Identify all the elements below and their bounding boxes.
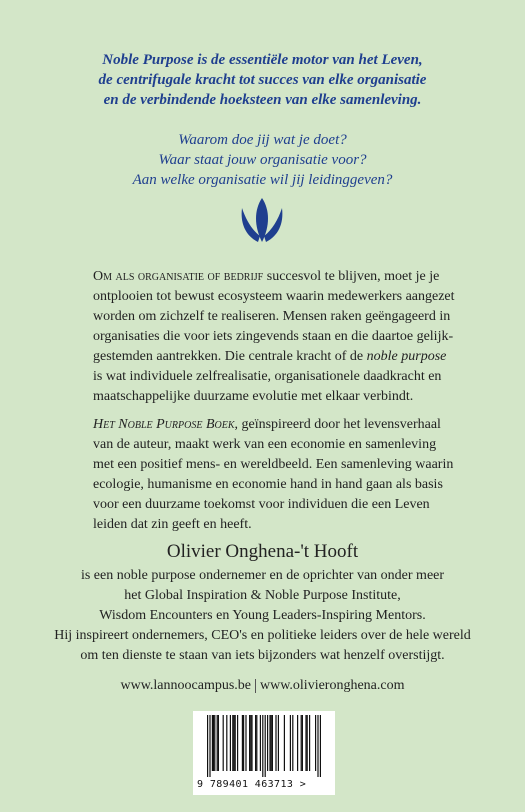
para2-line4: ecologie, humanisme en economie hand in hand gaan als basis <box>93 477 443 492</box>
barcode-bar <box>255 715 256 771</box>
barcode-bar <box>301 715 302 771</box>
barcode-bar <box>256 715 257 771</box>
barcode-bar <box>250 715 251 771</box>
barcode-bar <box>292 715 293 771</box>
para1-line2: ontplooien tot bewust ecosysteem waarin medewerkers aangezet <box>93 289 455 304</box>
author-name: Olivier Onghena-'t Hooft <box>166 541 359 562</box>
publisher-url[interactable]: www.lannoocampus.be <box>120 678 251 693</box>
intro-line: de centrifugale kracht tot succes van elke organisatie <box>98 72 427 88</box>
barcode-bar <box>217 715 218 771</box>
questions-block <box>40 130 485 190</box>
website-links <box>40 677 485 695</box>
para1-line7: maatschappelijke duurzame evolutie met elkaar verbindt. <box>93 389 414 404</box>
isbn-number: 9 789401 463713 > <box>197 779 307 790</box>
intro-line: en de verbindende hoeksteen van elke samenleving. <box>103 92 422 108</box>
barcode-bar <box>209 715 210 777</box>
barcode-bar <box>251 715 252 771</box>
para1-line5-text: gestemden aantrekken. Die centrale kracht of de <box>93 349 364 364</box>
barcode-bar <box>262 715 263 777</box>
tulip-lotus-emblem-icon <box>232 196 292 244</box>
barcode-bar <box>245 715 246 771</box>
para2-line3: met een positief mens- en wereldbeeld. Een samenleving waarin <box>93 457 454 472</box>
barcode-bar <box>297 715 298 771</box>
author-url[interactable]: www.olivieronghena.com <box>260 678 405 693</box>
barcode-bar <box>232 715 233 771</box>
author-bio-line: is een noble purpose ondernemer en de oprichter van onder meer <box>80 568 445 583</box>
author-bio-line: Wisdom Encounters en Young Leaders-Inspiring Mentors. <box>99 608 426 623</box>
barcode-bar <box>233 715 234 771</box>
barcode-bar <box>235 715 236 771</box>
barcode-bar <box>272 715 273 771</box>
barcode-bars <box>207 715 321 777</box>
url-separator <box>255 679 256 693</box>
barcode-bar <box>309 715 310 771</box>
para2-line5: voor een duurzame toekomst voor individuen die een Leven <box>93 497 430 512</box>
barcode-bar <box>214 715 215 771</box>
noble-purpose-italic: noble purpose <box>366 349 447 364</box>
barcode-bar <box>315 715 316 771</box>
barcode-bar <box>223 715 224 771</box>
barcode-bar <box>275 715 276 771</box>
barcode-bar <box>242 715 243 771</box>
author-block <box>40 540 485 666</box>
barcode-bar <box>320 715 321 777</box>
body-paragraph-1 <box>93 267 455 407</box>
barcode-bar <box>243 715 244 771</box>
para1-line1 <box>93 267 438 287</box>
para2-line2: van de auteur, maakt werk van een economie en samenleving <box>93 437 437 452</box>
barcode-bar <box>265 715 266 777</box>
author-bio-line: Hij inspireert ondernemers, CEO's en politieke leiders over de hele wereld <box>54 628 471 643</box>
barcode-bar <box>213 715 214 771</box>
barcode-bar <box>226 715 227 771</box>
barcode-bar <box>317 715 318 777</box>
body-paragraph-2 <box>93 415 454 535</box>
barcode-bar <box>218 715 219 771</box>
barcode-bar <box>267 715 268 771</box>
barcode-bar <box>307 715 308 771</box>
barcode-bar <box>249 715 250 771</box>
barcode-bar <box>207 715 208 777</box>
author-bio-line: het Global Inspiration & Noble Purpose Institute, <box>124 588 401 603</box>
question-line: Aan welke organisatie wil jij leidinggeven? <box>132 172 393 188</box>
para1-line4: organisaties die voor iets zingevends staan en die daartoe gelijk- <box>93 329 454 344</box>
para2-line1 <box>93 415 441 435</box>
book-title-smallcaps: Het Noble Purpose Boek <box>93 417 235 432</box>
barcode-bar <box>237 715 238 771</box>
barcode-bar <box>269 715 270 771</box>
para2-line1-rest: , geïnspireerd door het levensverhaal <box>234 417 441 432</box>
isbn-barcode <box>193 711 335 795</box>
barcode-bar <box>305 715 306 771</box>
barcode-bar <box>212 715 213 771</box>
intro-statement <box>40 50 485 110</box>
barcode-bar <box>230 715 231 771</box>
para1-lead-smallcaps: Om als organisatie of bedrijf <box>93 269 264 284</box>
para1-line6: is wat individuele zelfrealisatie, organisationele daadkracht en <box>93 369 442 384</box>
para1-line3: worden om zichzelf te realiseren. Mensen raken geëngageerd in <box>93 309 451 324</box>
barcode-bar <box>271 715 272 771</box>
question-line: Waar staat jouw organisatie voor? <box>158 152 367 168</box>
para2-line6: leiden dat zin geeft en heeft. <box>93 517 252 532</box>
intro-line: Noble Purpose is de essentiële motor van het Leven, <box>102 52 423 68</box>
para1-line1-rest: succesvol te blijven, moet je je <box>263 269 440 284</box>
barcode-bar <box>290 715 291 771</box>
barcode-bar <box>260 715 261 771</box>
author-bio-line: om ten dienste te staan van iets bijzonders wat henzelf overstijgt. <box>80 648 445 663</box>
barcode-bar <box>302 715 303 771</box>
barcode-bar <box>278 715 279 771</box>
question-line: Waarom doe jij wat je doet? <box>178 132 347 148</box>
barcode-bar <box>284 715 285 771</box>
para1-line5 <box>93 347 447 367</box>
